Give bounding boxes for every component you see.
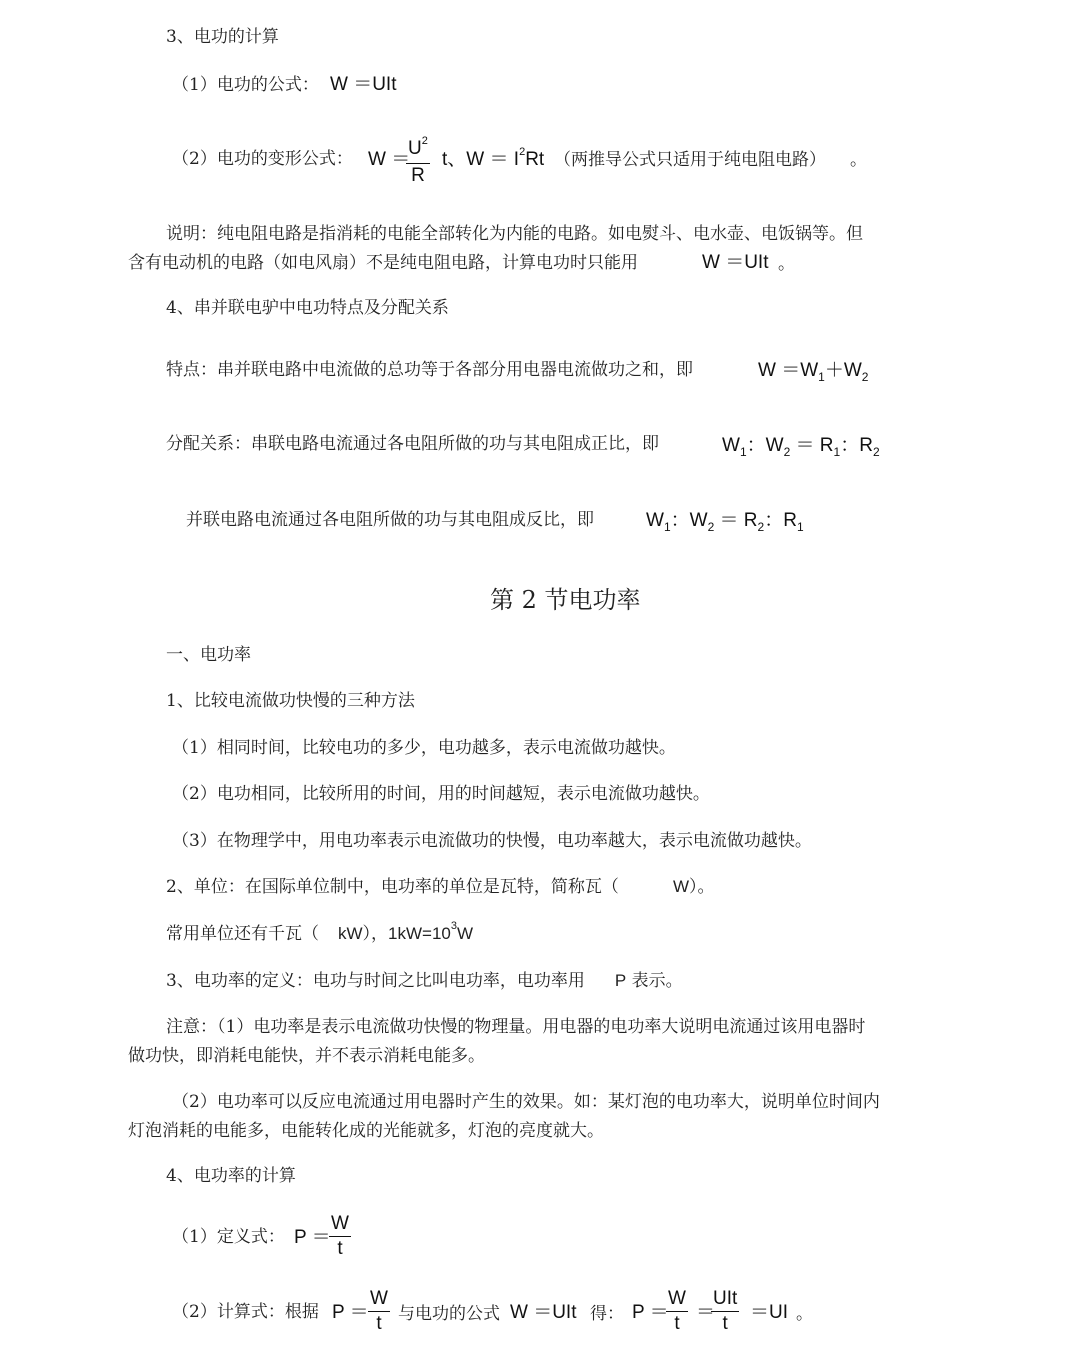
fraction-numerator: $U^2$ bbox=[408, 135, 428, 159]
calc-mid-text: 与电功的公式 bbox=[398, 1304, 500, 1324]
fraction-numerator: W bbox=[668, 1288, 686, 1309]
note-line-1: 说明：纯电阻电路是指消耗的电能全部转化为内能的电路。如电熨斗、电水壶、电饭锅等。但 bbox=[166, 224, 863, 244]
distribution-text: 分配关系：串联电路电流通过各电阻所做的功与其电阻成正比，即 bbox=[166, 434, 659, 454]
calc-w-formula: W ＝UIt bbox=[510, 1302, 577, 1323]
period: 。 bbox=[796, 1304, 813, 1324]
calc-get: 得： bbox=[590, 1304, 624, 1324]
fraction-w-over-t bbox=[329, 1213, 351, 1260]
method-3: （3）在物理学中，用电功率表示电流做功的快慢，电功率越大，表示电流做功越快。 bbox=[172, 831, 812, 851]
attention-line-1: 注意：（1）电功率是表示电流做功快慢的物理量。用电器的电功率大说明电流通过该用电器时 bbox=[166, 1017, 866, 1037]
section-title: 第 2 节电功率 bbox=[490, 586, 641, 614]
series-ratio-formula: $W_1$：$W_2 = R_1$：$R_2$ bbox=[722, 435, 880, 459]
fraction-numerator: UIt bbox=[713, 1288, 738, 1309]
period: 。 bbox=[850, 150, 867, 170]
fraction-denominator: t bbox=[674, 1313, 680, 1334]
calc-p2: P ＝ bbox=[632, 1302, 669, 1323]
parallel-ratio-formula: $W_1$：$W_2 = R_2$：$R_1$ bbox=[646, 510, 804, 534]
fraction-w-over-t bbox=[368, 1288, 390, 1335]
unit-w: W）。 bbox=[673, 877, 715, 896]
fraction-w-over-t bbox=[666, 1288, 688, 1335]
note-line-2: 含有电动机的电路（如电风扇）不是纯电阻电路，计算电功时只能用 bbox=[128, 253, 638, 273]
feature-text: 特点：串并联电路中电流做的总功等于各部分用电器电流做功之和，即 bbox=[166, 360, 693, 380]
variant-w: W ＝ bbox=[368, 149, 411, 170]
definition-formula-label: （1）定义式： bbox=[172, 1227, 285, 1247]
work-formula: W ＝UIt bbox=[330, 74, 397, 95]
calc-p: P ＝ bbox=[332, 1302, 369, 1323]
method-1: （1）相同时间，比较电功的多少，电功越多，表示电流做功越快。 bbox=[172, 738, 676, 758]
fraction-uit-over-t bbox=[711, 1288, 739, 1335]
fraction-bar bbox=[329, 1236, 351, 1237]
fraction-bar bbox=[406, 163, 430, 164]
common-unit-text: 常用单位还有千瓦（ bbox=[166, 924, 319, 944]
calc-ui: ＝UI bbox=[750, 1302, 789, 1323]
def-p: P ＝ bbox=[294, 1227, 331, 1248]
fraction-denominator: t bbox=[337, 1238, 343, 1259]
feature-formula: $W =W_1+W_2$ bbox=[758, 360, 869, 384]
variant-note: （两推导公式只适用于纯电阻电路） bbox=[554, 150, 826, 170]
period: 。 bbox=[778, 254, 795, 274]
fraction-numerator: W bbox=[370, 1288, 388, 1309]
fraction-numerator: W bbox=[331, 1213, 349, 1234]
common-unit-values: kW），$1kW=10^3W$ bbox=[338, 920, 474, 943]
definition-text: 3、电功率的定义：电功与时间之比叫电功率，电功率用 P 表示。 bbox=[166, 971, 683, 991]
fraction-u2-over-r bbox=[406, 135, 430, 187]
note-formula: W ＝UIt bbox=[702, 252, 769, 273]
attention-line-2: 做功快，即消耗电能快，并不表示消耗电能多。 bbox=[128, 1046, 485, 1066]
fraction-bar bbox=[666, 1311, 688, 1312]
attention-line-3: （2）电功率可以反应电流通过用电器时产生的效果。如：某灯泡的电功率大，说明单位时间内 bbox=[172, 1092, 880, 1112]
formula-label: （1）电功的公式： bbox=[172, 75, 319, 95]
variant-mid: t、$W = I^2Rt$ bbox=[442, 146, 545, 170]
fraction-denominator: t bbox=[722, 1313, 728, 1334]
calc-formula-label: （2）计算式：根据 bbox=[172, 1302, 319, 1322]
methods-heading: 1、比较电流做功快慢的三种方法 bbox=[166, 691, 415, 711]
heading-series-parallel: 4、串并联电驴中电功特点及分配关系 bbox=[166, 298, 449, 318]
variant-formula-label: （2）电功的变形公式： bbox=[172, 149, 353, 169]
heading-work-calc: 3、电功的计算 bbox=[166, 27, 279, 47]
calc-eq: ＝ bbox=[696, 1302, 716, 1323]
fraction-denominator: R bbox=[411, 165, 425, 186]
unit-text: 2、单位：在国际单位制中，电功率的单位是瓦特，简称瓦（ bbox=[166, 877, 619, 897]
heading-power: 一、电功率 bbox=[166, 645, 251, 665]
parallel-text: 并联电路电流通过各电阻所做的功与其电阻成反比，即 bbox=[186, 510, 594, 530]
fraction-bar bbox=[368, 1311, 390, 1312]
attention-line-4: 灯泡消耗的电能多，电能转化成的光能就多，灯泡的亮度就大。 bbox=[128, 1121, 604, 1141]
calc-heading: 4、电功率的计算 bbox=[166, 1166, 296, 1186]
fraction-denominator: t bbox=[376, 1313, 382, 1334]
fraction-bar bbox=[711, 1311, 739, 1312]
method-2: （2）电功相同，比较所用的时间，用的时间越短，表示电流做功越快。 bbox=[172, 784, 710, 804]
